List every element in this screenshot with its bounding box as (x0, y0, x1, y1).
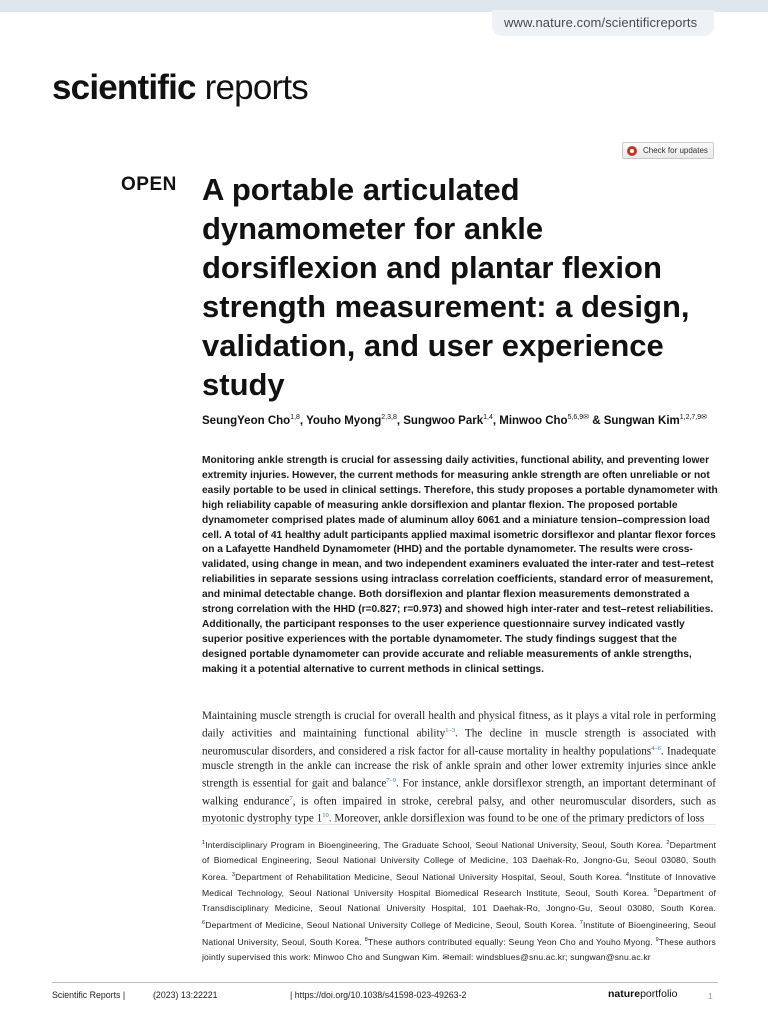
affil-text: Department of Transdisciplinary Medicine, Seoul National University Hospital, 101 Daehak-Ro, Jongno-Gu, Seoul 03080, South Korea. (202, 888, 717, 914)
body-sentence: . Moreover, ankle dorsiflexion was found to be one of the primary predictors of loss (328, 813, 705, 826)
affil-text: Department of Biomedical Engineering, Seoul National University College of Medicine, 103 Daehak-Ro, Jongno-Gu, Seoul 03080, South Korea. (202, 839, 716, 882)
journal-url-link[interactable]: www.nature.com/scientificreports (504, 15, 698, 30)
body-sentence: , is often impaired in stroke, cerebral palsy, and other neuromuscular disorders, such as myotonic dystrophy type 1 (202, 795, 716, 826)
affil-text: These authors contributed equally: Seung Yeon Cho and Youho Myong. (367, 936, 656, 947)
author-name[interactable]: Sungwan Kim (603, 414, 680, 427)
footer-citation: (2023) 13:22221 (153, 990, 218, 1000)
open-access-label: OPEN (121, 174, 177, 195)
journal-name-light: reports (195, 68, 308, 107)
author-affil: 1,8 (290, 414, 300, 421)
affil-number: 3 (231, 871, 236, 878)
footer-journal: Scientific Reports | (52, 990, 126, 1000)
affil-text: Institute of Innovative Medical Technology, Seoul National University Hospital Biomedical Research Institute, Seoul, South Korea. (202, 871, 717, 899)
footer-doi-link[interactable]: | https://doi.org/10.1038/s41598-023-49263-2 (290, 990, 467, 1000)
affil-number: 1 (202, 840, 206, 846)
affil-number: 2 (666, 840, 670, 846)
publisher-light: portfolio (640, 988, 678, 1000)
author-affil: 1,2,7,9✉ (679, 414, 708, 421)
author-affil: 2,3,8 (381, 414, 397, 421)
reference-link[interactable]: 7–9 (386, 777, 397, 785)
affil-number: 9 (655, 936, 659, 943)
affil-text: Institute of Bioengineering, Seoul National University, Seoul, South Korea. (202, 919, 716, 947)
publisher-bold: nature (608, 988, 641, 1000)
article-title: A portable articulated dynamometer for ankle dorsiflexion and plantar flexion strength measurement: a design, validation, and user experience study (202, 172, 690, 402)
divider (202, 824, 716, 825)
reference-link[interactable]: 4–6 (651, 744, 661, 752)
body-sentence: Maintaining muscle strength is crucial for overall health and physical fitness, as it plays a vital role in performing daily activities and maintaining functional ability (202, 710, 716, 740)
crossmark-icon (627, 146, 637, 156)
footer-divider (52, 982, 718, 983)
journal-logo[interactable] (52, 68, 308, 108)
reference-link[interactable]: 1–3 (445, 726, 455, 734)
affil-text: Department of Rehabilitation Medicine, Seoul National University Hospital, Seoul, South Korea. (235, 871, 626, 882)
affil-text: These authors jointly supervised this work: Minwoo Cho and Sungwan Kim. ✉email: windsblues@snu.ac.kr; sungwan@snu.ac.kr (202, 936, 716, 962)
author-affil: 5,6,9✉ (567, 414, 590, 421)
body-text (202, 709, 716, 827)
author-name[interactable]: Sungwoo Park (403, 414, 484, 427)
author-list: SeungYeon Cho$^{1,8}$, Youho Myong$^{2,3,8}$, Sungwoo Park$^{1,4}$, Minwoo Cho$^{5,6,9✉}$ & Sungwan Kim$^{1,2,7,9✉}$ (202, 414, 708, 427)
affil-number: 6 (202, 920, 206, 927)
affil-number: 7 (579, 920, 584, 927)
reference-link[interactable]: 10 (322, 812, 329, 820)
abstract: Monitoring ankle strength is crucial for assessing daily activities, functional ability, and preventing lower extremity injuries. However, the current methods for measuring ankle strength are often unreliable or not easily portable to be used in clinical settings. Therefore, this study proposes a portable dynamometer with high reliability capable of measuring ankle dorsiflexion and plantar flexion. The proposed portable dynamometer comprised plates made of aluminum alloy 6061 and a miniature tension–compression load cell. A total of 41 healthy adult participants applied maximal isometric dorsiflexor and plantar flexor forces on a Lafayette Handheld Dynamometer (HHD) and the portable dynamometer. The results were cross-validated, using change in mean, and two independent examiners evaluated the inter-rater and test–retest reliabilities in separate sessions using intraclass correlation coefficients, standard error of measurement, and minimal detectable change. Both dorsiflexion and plantar flexion measurements demonstrated a strong correlation with the HHD (r=0.827; r=0.973) and showed high inter-rater and test–retest reliabilities. Additionally, the participant responses to the user experience questionnaire survey indicated vastly superior positive experiences with the portable dynamometer. The study findings suggest that the designed portable dynamometer can provide accurate and reliable measurements of ankle strengths, making it a potential alternative to current methods in clinical settings. (202, 455, 718, 675)
affil-number: 5 (654, 888, 658, 895)
nature-portfolio-logo (608, 988, 677, 1000)
page-number: 1 (708, 991, 713, 1001)
affil-number: 8 (364, 936, 368, 943)
check-for-updates-button[interactable] (622, 142, 714, 159)
reference-link[interactable]: 7 (289, 794, 293, 802)
check-updates-label: Check for updates (643, 146, 708, 155)
body-sentence: . For instance, ankle dorsiflexor strength, an important determinant of walking endurance (202, 777, 716, 808)
journal-name-bold: scientific (52, 68, 196, 107)
affil-text: Interdisciplinary Program in Bioengineering, The Graduate School, Seoul National University, Seoul, South Korea. (205, 839, 667, 850)
author-name[interactable]: SeungYeon Cho (202, 414, 291, 427)
affil-number: 4 (625, 871, 630, 878)
author-name[interactable]: Minwoo Cho (499, 414, 568, 427)
body-sentence: . The decline in muscle strength is associated with neuromuscular disorders, and considered a risk factor for all-cause mortality in healthy populations (202, 727, 717, 758)
author-affil: 1,4 (483, 414, 493, 421)
affiliations (202, 836, 716, 965)
author-name[interactable]: Youho Myong (306, 414, 382, 427)
affil-text: Department of Medicine, Seoul National University College of Medicine, Seoul, South Korea. (205, 919, 580, 930)
body-sentence: . Inadequate muscle strength in the ankle can increase the risk of ankle sprain and other lower extremity injuries since ankle strength is essential for gait and balance (202, 745, 716, 790)
